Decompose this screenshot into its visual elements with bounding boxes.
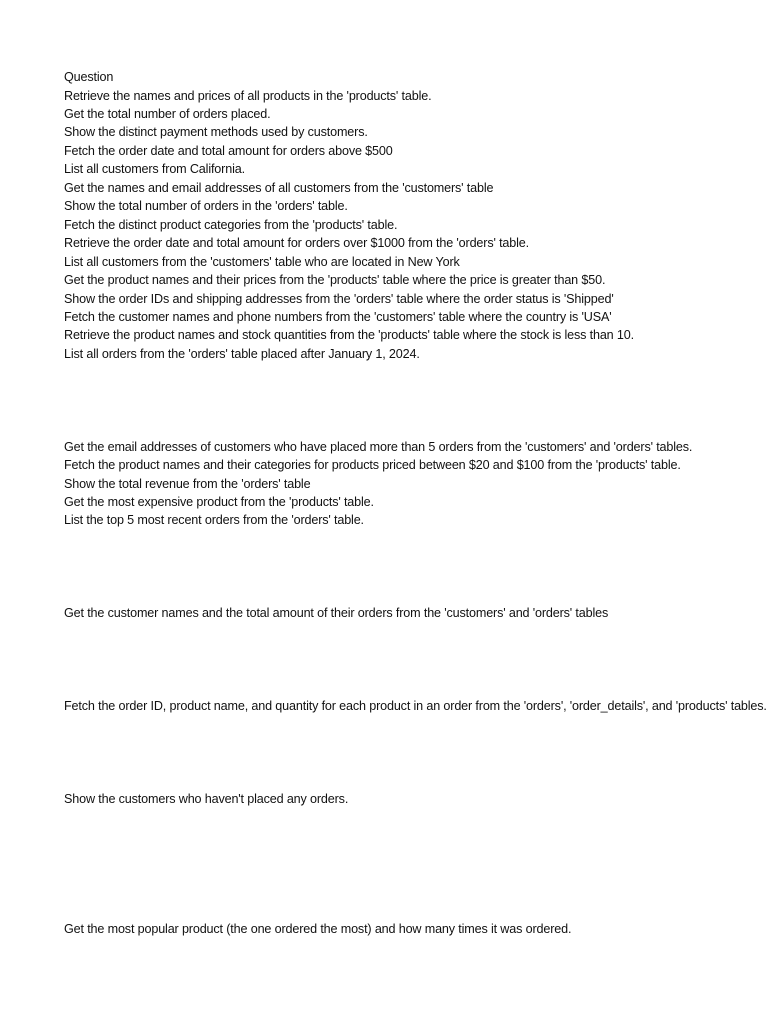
question-row: Show the total revenue from the 'orders' table: [64, 477, 311, 491]
question-row: List all customers from California.: [64, 162, 245, 176]
question-row: Fetch the order date and total amount for orders above $500: [64, 144, 393, 158]
column-header-question: Question: [64, 70, 114, 84]
question-row: List all customers from the 'customers' table who are located in New York: [64, 255, 460, 269]
question-row: Get the names and email addresses of all customers from the 'customers' table: [64, 181, 494, 195]
question-row: Fetch the order ID, product name, and quantity for each product in an order from the 'orders', 'order_details', and 'products' tables.: [64, 699, 767, 713]
question-row: Fetch the customer names and phone numbers from the 'customers' table where the country is 'USA': [64, 310, 612, 324]
question-row: Show the total number of orders in the 'orders' table.: [64, 199, 348, 213]
question-row: Show the customers who haven't placed any orders.: [64, 792, 349, 806]
question-row: Fetch the product names and their categories for products priced between $20 and $100 from the 'products' table.: [64, 458, 681, 472]
question-row: Retrieve the names and prices of all products in the 'products' table.: [64, 89, 432, 103]
question-row: Retrieve the order date and total amount for orders over $1000 from the 'orders' table.: [64, 236, 529, 250]
question-row: Get the customer names and the total amount of their orders from the 'customers' and 'orders' tables: [64, 606, 609, 620]
question-row: Get the most expensive product from the 'products' table.: [64, 495, 374, 509]
question-row: Show the distinct payment methods used by customers.: [64, 125, 368, 139]
question-row: Get the product names and their prices from the 'products' table where the price is greater than $50.: [64, 273, 606, 287]
question-row: Get the total number of orders placed.: [64, 107, 271, 121]
question-row: List all orders from the 'orders' table placed after January 1, 2024.: [64, 347, 420, 361]
question-row: Retrieve the product names and stock quantities from the 'products' table where the stock is less than 10.: [64, 328, 634, 342]
question-row: Show the order IDs and shipping addresses from the 'orders' table where the order status is 'Shipped': [64, 292, 614, 306]
question-row: Get the email addresses of customers who have placed more than 5 orders from the 'customers' and 'orders' tables.: [64, 440, 693, 454]
question-row: List the top 5 most recent orders from the 'orders' table.: [64, 513, 364, 527]
question-row: Get the most popular product (the one ordered the most) and how many times it was ordered.: [64, 922, 572, 936]
question-row: Fetch the distinct product categories from the 'products' table.: [64, 218, 398, 232]
